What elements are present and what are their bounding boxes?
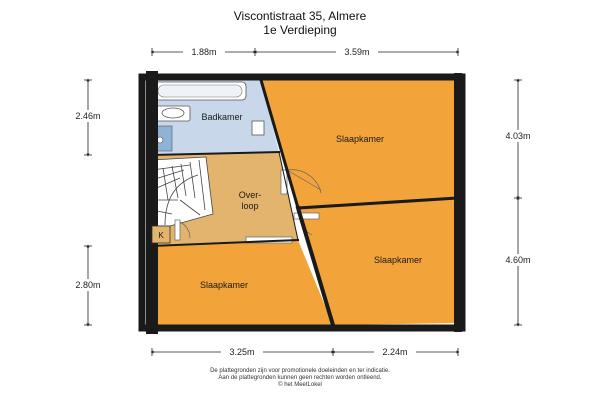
staircase <box>152 157 213 226</box>
room-label-kast: K <box>158 231 164 240</box>
dim-top-right: 3.59m <box>344 47 370 57</box>
washbasin <box>156 106 190 121</box>
room-label-overloop-line1: Over- <box>238 190 262 200</box>
bedroom-top-right-floor <box>261 80 458 208</box>
room-label-overloop-line2: loop <box>241 201 259 211</box>
room-label-badkamer: Badkamer <box>201 112 243 122</box>
dim-right-upper: 4.03m <box>505 131 531 141</box>
disclaimer-line-2: Aan de plattegronden kunnen geen rechten worden ontleend. <box>218 375 382 381</box>
room-label-slaapkamer-top: Slaapkamer <box>335 134 385 144</box>
disclaimer-line-1: De plattegronden zijn voor promotionele doeleinden en ter indicatie. <box>210 368 390 374</box>
toilet <box>252 121 264 135</box>
room-label-slaapkamer-right: Slaapkamer <box>373 255 423 265</box>
bathtub <box>154 82 246 100</box>
dim-bottom-left: 3.25m <box>229 347 255 357</box>
disclaimer-line-3: © het MeetLokel <box>278 382 322 388</box>
dim-bottom-right: 2.24m <box>382 347 408 357</box>
dim-left-upper: 2.46m <box>75 111 101 121</box>
plan-floor-label: 1e Verdieping <box>263 23 337 37</box>
dim-top-left: 1.88m <box>191 47 217 57</box>
room-label-slaapkamer-bottom: Slaapkamer <box>199 280 249 290</box>
plan-address: Viscontistraat 35, Almere <box>233 9 367 23</box>
dim-left-lower: 2.80m <box>75 280 101 290</box>
dim-right-lower: 4.60m <box>505 255 531 265</box>
